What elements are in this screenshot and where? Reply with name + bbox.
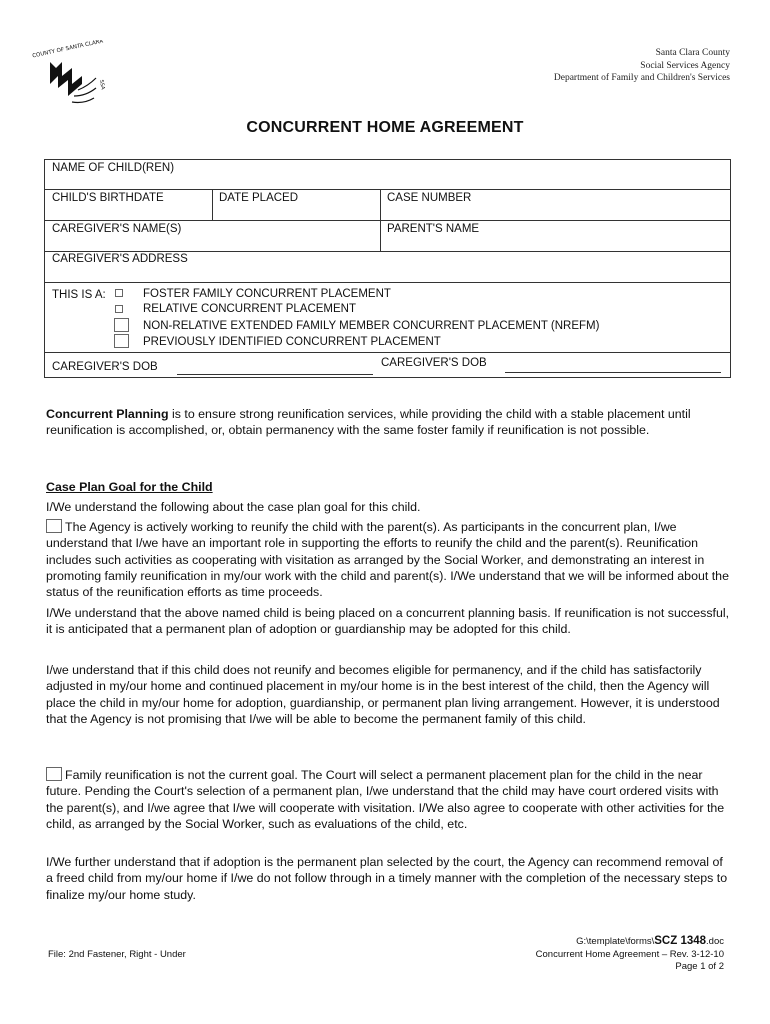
case-plan-lead: I/We understand the following about the case plan goal for this child. bbox=[46, 500, 421, 514]
agency-header bbox=[554, 47, 730, 85]
placement-option-previously-identified: PREVIOUSLY IDENTIFIED CONCURRENT PLACEMENT bbox=[143, 336, 441, 348]
department-name: Department of Family and Children's Services bbox=[553, 73, 730, 83]
placement-form-table bbox=[44, 159, 731, 378]
footer-form-title: Concurrent Home Agreement – Rev. 3-12-10 bbox=[535, 948, 724, 960]
foster-family-checkbox[interactable] bbox=[115, 289, 123, 297]
permanency-paragraph: I/we understand that if this child does not reunify and becomes eligible for permanency, and if the child has satisfactorily adjusted in my/our home and continued placement in my/our home is in the best interest of the child, then the Agency will place the child in my/our home for adoption, guardianship, or permanent plan living arrangement. However, it is understood that the Agency is not promising that I/we will be able to become the permanent family of this child. bbox=[46, 663, 720, 726]
this-is-a-label: THIS IS A: bbox=[52, 289, 106, 301]
case-plan-option-not-reunify bbox=[46, 767, 730, 832]
caregiver-dob-1-label: CAREGIVER'S DOB bbox=[52, 361, 158, 373]
name-of-children-label: NAME OF CHILD(REN) bbox=[52, 162, 175, 174]
agency-logo bbox=[28, 40, 108, 112]
county-seal-logo bbox=[28, 40, 108, 112]
intro-text: is to ensure strong reunification services, while providing the child with a stable placement until reunification is accomplished, or, obtain permanency with the same foster family if reunification is not possible. bbox=[46, 407, 691, 438]
placement-option-foster: FOSTER FAMILY CONCURRENT PLACEMENT bbox=[143, 288, 391, 300]
intro-paragraph bbox=[46, 406, 730, 439]
svg-text:COUNTY OF SANTA CLARA: COUNTY OF SANTA CLARA bbox=[31, 40, 104, 60]
caregiver-dob-2-field[interactable] bbox=[505, 372, 721, 373]
intro-term: Concurrent Planning bbox=[46, 407, 169, 421]
footer-form-info bbox=[536, 935, 724, 974]
footer-file-note: File: 2nd Fastener, Right - Under bbox=[48, 949, 186, 960]
svg-text:SSA: SSA bbox=[98, 79, 106, 91]
agency-name: Social Services Agency bbox=[640, 60, 730, 71]
footer-path-prefix: G:\template\forms\ bbox=[576, 936, 655, 947]
case-plan-heading bbox=[46, 479, 730, 495]
not-reunify-checkbox[interactable] bbox=[46, 767, 62, 781]
case-plan-heading-text: Case Plan Goal for the Child bbox=[46, 480, 213, 494]
footer-form-code: SCZ 1348 bbox=[654, 935, 707, 947]
county-name: Santa Clara County bbox=[655, 48, 730, 58]
caregiver-dob-2-label: CAREGIVER'S DOB bbox=[381, 357, 487, 369]
nrefm-checkbox[interactable] bbox=[114, 318, 129, 332]
case-plan-option-reunify bbox=[46, 519, 730, 600]
concurrent-basis-paragraph: I/We understand that the above named child is being placed on a concurrent planning basis. If reunification is not successful, it is anticipated that a permanent plan of adoption or guardianship may be adopted for this child. bbox=[46, 606, 730, 637]
date-placed-label: DATE PLACED bbox=[219, 192, 299, 204]
page-title: CONCURRENT HOME AGREEMENT bbox=[246, 119, 524, 136]
placement-option-nrefm: NON-RELATIVE EXTENDED FAMILY MEMBER CONCURRENT PLACEMENT (NREFM) bbox=[143, 320, 600, 332]
caregiver-dob-1-field[interactable] bbox=[177, 374, 373, 375]
case-number-label: CASE NUMBER bbox=[387, 192, 472, 204]
placement-option-relative: RELATIVE CONCURRENT PLACEMENT bbox=[143, 303, 356, 315]
reunify-text: The Agency is actively working to reunify the child with the parent(s). As participants in the concurrent plan, I/we understand that I/we have an important role in supporting the efforts to reunify the child and the parent(s). Reunification includes such activities as cooperating with visitation as arranged by the Social Worker, and demonstrating an interest in promoting family reunification in my/our work with the child and parent(s). I/We understand that we will be informed about the status of the reunification efforts as time proceeds. bbox=[46, 520, 729, 600]
caregivers-names-label: CAREGIVER'S NAME(S) bbox=[52, 223, 182, 235]
previously-identified-checkbox[interactable] bbox=[114, 334, 129, 348]
childs-birthdate-label: CHILD'S BIRTHDATE bbox=[52, 192, 164, 204]
footer-path bbox=[536, 935, 724, 949]
caregivers-address-label: CAREGIVER'S ADDRESS bbox=[52, 253, 188, 265]
footer-page-number: Page 1 of 2 bbox=[675, 961, 724, 972]
relative-checkbox[interactable] bbox=[115, 305, 123, 313]
adoption-paragraph: I/We further understand that if adoption is the permanent plan selected by the court, the Agency can recommend removal of a freed child from my/our home if I/we do not follow through in a timely manner with the completion of the necessary steps to finalize my/our home study. bbox=[46, 855, 728, 902]
footer-path-suffix: .doc bbox=[706, 936, 724, 947]
reunify-checkbox[interactable] bbox=[46, 519, 62, 533]
parents-name-label: PARENT'S NAME bbox=[387, 223, 480, 235]
not-reunify-text: Family reunification is not the current goal. The Court will select a permanent placement plan for the child in the near future. Pending the Court's selection of a permanent plan, I/we understand that the child may have court ordered visits with the parent(s), and I/we agree that I/we will cooperate with visitation. I/We also agree to cooperate with other activities for the child, as arranged by the Social Worker, such as evaluations of the child, etc. bbox=[46, 768, 725, 831]
